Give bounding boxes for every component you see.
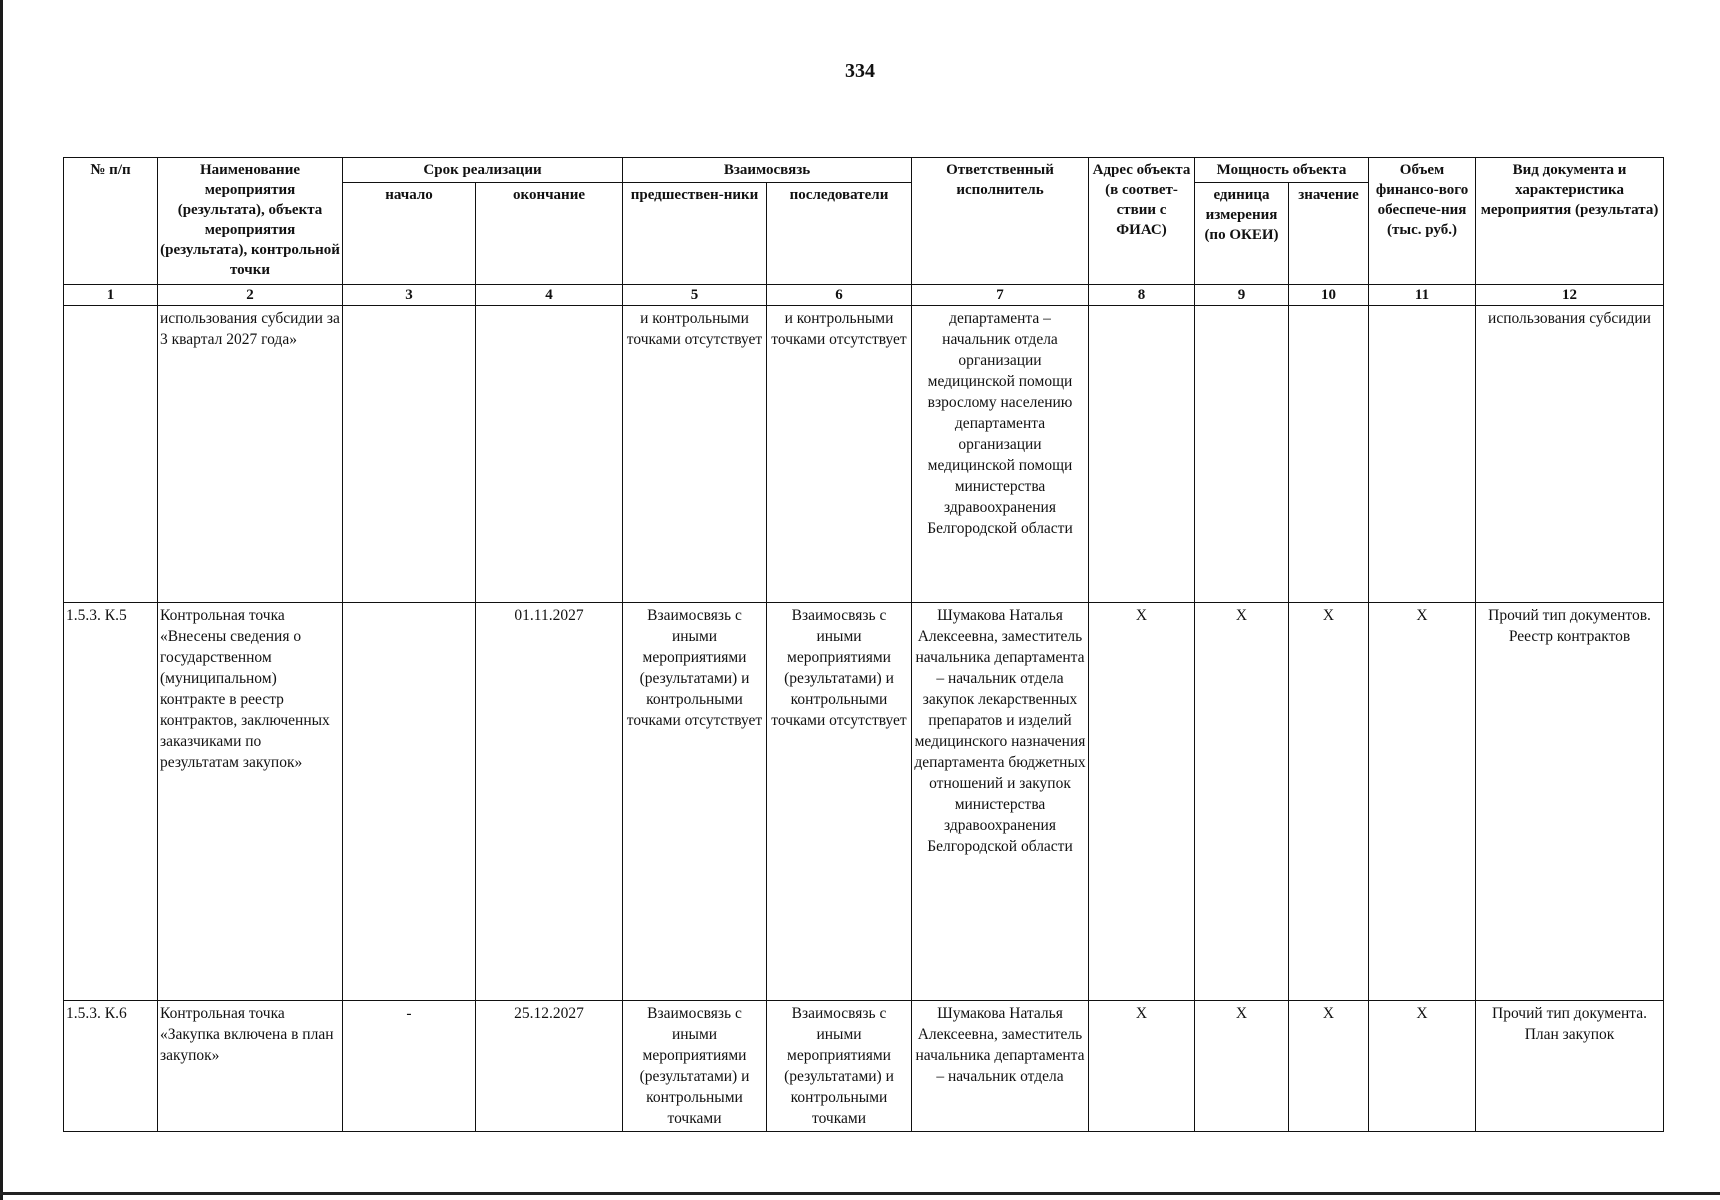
cell-name: Контрольная точка «Закупка включена в план закупок» — [158, 1001, 343, 1132]
scan-edge — [0, 0, 3, 1200]
cell-name: Контрольная точка «Внесены сведения о государственном (муниципальном) контракте в реестр контрактов, заключенных заказчиками по результатам закупок» — [158, 603, 343, 1001]
header-successors: последователи — [767, 183, 912, 285]
column-number: 5 — [623, 285, 767, 306]
column-number: 11 — [1369, 285, 1476, 306]
cell-num — [64, 306, 158, 603]
activities-table — [63, 157, 1664, 1132]
cell-responsible: Шумакова Наталья Алексеевна, заместитель начальника департамента – начальник отдела закупок лекарственных препаратов и изделий медицинского назначения департамента бюджетных отношений и закупок министерства здравоохранения Белгородской области — [912, 603, 1089, 1001]
cell-value — [1289, 306, 1369, 603]
cell-start: - — [343, 1001, 476, 1132]
cell-unit — [1195, 306, 1289, 603]
cell-successors: Взаимосвязь с иными мероприятиями (результатами) и контрольными точками — [767, 1001, 912, 1132]
column-number: 4 — [476, 285, 623, 306]
cell-doc-type: использования субсидии — [1476, 306, 1664, 603]
column-number: 6 — [767, 285, 912, 306]
header-capacity: Мощность объекта — [1195, 158, 1369, 183]
column-number: 8 — [1089, 285, 1195, 306]
table-row — [64, 603, 1664, 1001]
header-period: Срок реализации — [343, 158, 623, 183]
cell-successors: и контрольными точками отсутствует — [767, 306, 912, 603]
column-number: 1 — [64, 285, 158, 306]
cell-end — [476, 306, 623, 603]
cell-responsible: департамента – начальник отдела организации медицинской помощи взрослому населению департамента организации медицинской помощи министерства здравоохранения Белгородской области — [912, 306, 1089, 603]
cell-num: 1.5.3. К.6 — [64, 1001, 158, 1132]
header-doc-type: Вид документа и характеристика мероприятия (результата) — [1476, 158, 1664, 285]
column-number: 9 — [1195, 285, 1289, 306]
cell-start — [343, 603, 476, 1001]
cell-unit: X — [1195, 603, 1289, 1001]
cell-predecessors: и контрольными точками отсутствует — [623, 306, 767, 603]
header-end: окончание — [476, 183, 623, 285]
header-name: Наименование мероприятия (результата), объекта мероприятия (результата), контрольной точки — [158, 158, 343, 285]
cell-value: X — [1289, 1001, 1369, 1132]
column-number: 7 — [912, 285, 1089, 306]
scan-bottom-line — [0, 1192, 1720, 1195]
page-number: 334 — [845, 60, 875, 82]
cell-finance: X — [1369, 1001, 1476, 1132]
column-number: 12 — [1476, 285, 1664, 306]
cell-predecessors: Взаимосвязь с иными мероприятиями (результатами) и контрольными точками отсутствует — [623, 603, 767, 1001]
column-number: 10 — [1289, 285, 1369, 306]
header-responsible: Ответственный исполнитель — [912, 158, 1089, 285]
table-row — [64, 306, 1664, 603]
cell-unit: X — [1195, 1001, 1289, 1132]
cell-end: 01.11.2027 — [476, 603, 623, 1001]
header-value: значение — [1289, 183, 1369, 285]
header-predecessors: предшествен-ники — [623, 183, 767, 285]
cell-doc-type: Прочий тип документов. Реестр контрактов — [1476, 603, 1664, 1001]
cell-name: использования субсидии за 3 квартал 2027 года» — [158, 306, 343, 603]
cell-end: 25.12.2027 — [476, 1001, 623, 1132]
cell-successors: Взаимосвязь с иными мероприятиями (результатами) и контрольными точками отсутствует — [767, 603, 912, 1001]
column-number-row — [64, 285, 1664, 306]
cell-finance: X — [1369, 603, 1476, 1001]
cell-predecessors: Взаимосвязь с иными мероприятиями (результатами) и контрольными точками — [623, 1001, 767, 1132]
header-unit: единица измерения (по ОКЕИ) — [1195, 183, 1289, 285]
cell-start — [343, 306, 476, 603]
table-row — [64, 1001, 1664, 1132]
cell-address: X — [1089, 603, 1195, 1001]
cell-finance — [1369, 306, 1476, 603]
column-number: 2 — [158, 285, 343, 306]
column-number: 3 — [343, 285, 476, 306]
cell-address: X — [1089, 1001, 1195, 1132]
cell-num: 1.5.3. К.5 — [64, 603, 158, 1001]
cell-address — [1089, 306, 1195, 603]
cell-responsible: Шумакова Наталья Алексеевна, заместитель начальника департамента – начальник отдела — [912, 1001, 1089, 1132]
cell-doc-type: Прочий тип документа. План закупок — [1476, 1001, 1664, 1132]
header-address: Адрес объекта (в соответ-ствии с ФИАС) — [1089, 158, 1195, 285]
header-start: начало — [343, 183, 476, 285]
header-num: № п/п — [64, 158, 158, 285]
cell-value: X — [1289, 603, 1369, 1001]
header-relation: Взаимосвязь — [623, 158, 912, 183]
header-finance: Объем финансо-вого обеспече-ния (тыс. руб.) — [1369, 158, 1476, 285]
